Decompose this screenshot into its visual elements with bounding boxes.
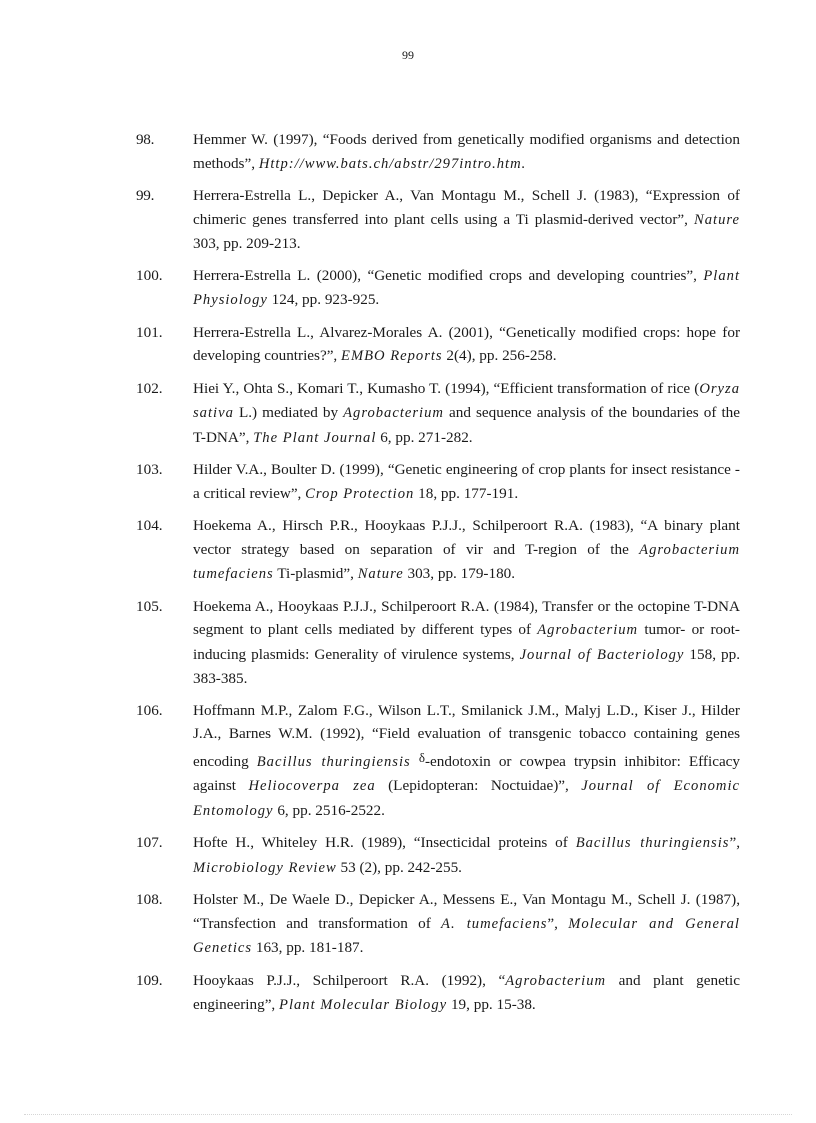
reference-number: 109.	[136, 971, 163, 989]
reference-number: 102.	[136, 379, 163, 397]
reference-number: 108.	[136, 891, 163, 908]
reference-number: 106.	[136, 701, 163, 719]
reference-number: 107.	[136, 834, 163, 851]
reference-number: 105.	[136, 597, 163, 615]
reference-list	[136, 128, 740, 1026]
reference-number: 99.	[136, 187, 155, 204]
reference-number: 98.	[136, 131, 155, 148]
reference-106: 106. Hoffmann M.P., Zalom F.G., Wilson L.T., Smilanick J.M., Malyj L.D., Kiser J., Hilder J.A., Barnes W.M. (1992), “Field evaluation of transgenic tobacco containing genes encoding Bacillus thuringiensis δ-endotoxin or cowpea trypsin inhibitor: Efficacy against Heliocoverpa zea (Lepidopteran: Noctuidae)”, Journal of Economic Entomology 6, pp. 2516-2522.	[136, 699, 740, 824]
reference-100: 100. Herrera-Estrella L. (2000), “Genetic modified crops and developing countries”, Plant Physiology 124, pp. 923-925.	[136, 264, 740, 313]
reference-number: 103.	[136, 461, 163, 478]
reference-number: 104.	[136, 517, 163, 534]
reference-107: 107. Hofte H., Whiteley H.R. (1989), “Insecticidal proteins of Bacillus thuringiensis”, Microbiology Review 53 (2), pp. 242-255.	[136, 831, 740, 880]
reference-number: 100.	[136, 266, 163, 284]
reference-104: 104. Hoekema A., Hirsch P.R., Hooykaas P.J.J., Schilperoort R.A. (1983), “A binary plant vector strategy based on separation of vir and T-region of the Agrobacterium tumefaciens Ti-plasmid”, Nature 303, pp. 179-180.	[136, 514, 740, 587]
reference-101: 101. Herrera-Estrella L., Alvarez-Morales A. (2001), “Genetically modified crops: hope for developing countries?”, EMBO Reports 2(4), pp. 256-258.	[136, 321, 740, 369]
reference-103: 103. Hilder V.A., Boulter D. (1999), “Genetic engineering of crop plants for insect resistance - a critical review”, Crop Protection 18, pp. 177-191.	[136, 458, 740, 506]
reference-109: 109. Hooykaas P.J.J., Schilperoort R.A. (1992), “Agrobacterium and plant genetic engineering”, Plant Molecular Biology 19, pp. 15-38.	[136, 969, 740, 1018]
reference-number: 101.	[136, 323, 163, 341]
reference-98: 98. Hemmer W. (1997), “Foods derived from genetically modified organisms and detection methods”, Http://www.bats.ch/abstr/297intro.htm.	[136, 128, 740, 176]
page-number: 99	[402, 48, 414, 62]
reference-108: 108. Holster M., De Waele D., Depicker A., Messens E., Van Montagu M., Schell J. (1987), “Transfection and transformation of A. tumefaciens”, Molecular and General Genetics 163, pp. 181-187.	[136, 888, 740, 961]
reference-99: 99. Herrera-Estrella L., Depicker A., Van Montagu M., Schell J. (1983), “Expression of chimeric genes transferred into plant cells using a Ti plasmid-derived vector”, Nature 303, pp. 209-213.	[136, 184, 740, 256]
reference-105: 105. Hoekema A., Hooykaas P.J.J., Schilperoort R.A. (1984), Transfer or the octopine T-DNA segment to plant cells mediated by different types of Agrobacterium tumor- or root-inducing plasmids: Generality of virulence systems, Journal of Bacteriology 158, pp. 383-385.	[136, 595, 740, 691]
reference-102: 102. Hiei Y., Ohta S., Komari T., Kumasho T. (1994), “Efficient transformation of rice (Oryza sativa L.) mediated by Agrobacterium and sequence analysis of the boundaries of the T-DNA”, The Plant Journal 6, pp. 271-282.	[136, 377, 740, 451]
delta-symbol: δ	[418, 749, 425, 765]
page-bottom-divider	[24, 1114, 792, 1115]
